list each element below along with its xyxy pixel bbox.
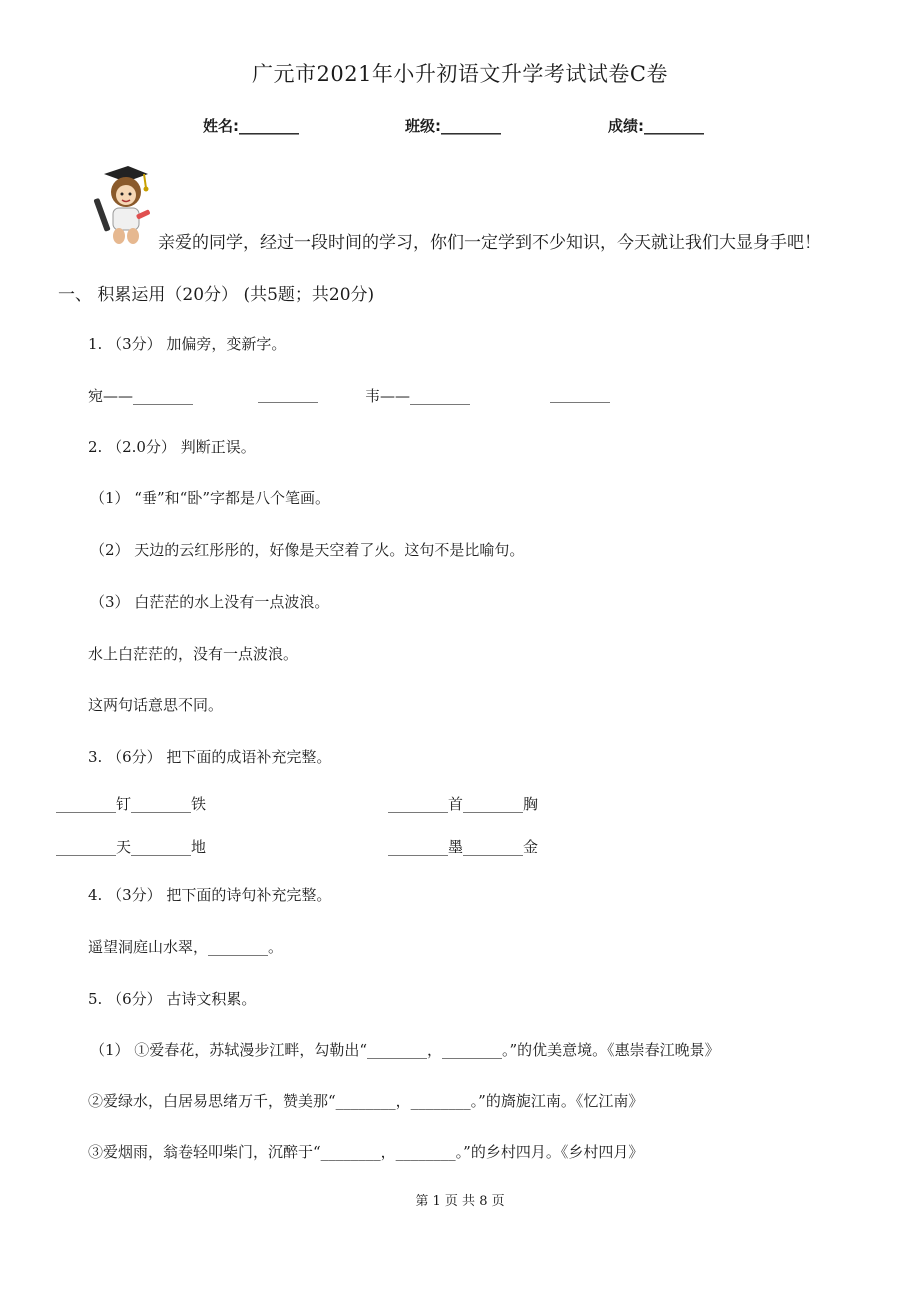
q3-idiom-1: ________钉________铁 (56, 795, 207, 813)
q5-line-3: ③爱烟雨，翁卷轻叩柴门，沉醉于“________，________。”的乡村四月。《乡村四月》 (88, 1143, 644, 1161)
mascot-graduate-image (86, 162, 156, 248)
q1-blank-3: 韦——________ (365, 387, 471, 405)
q2-statement-3b: 水上白茫茫的，没有一点波浪。 (88, 645, 299, 663)
q4-line: 遥望洞庭山水翠，________。 (88, 938, 284, 956)
q3-idiom-2: ________首________胸 (388, 795, 539, 813)
q1-blank-1: 宛——________ (88, 387, 194, 405)
q2-statement-2: （2） 天边的云红彤彤的，好像是天空着了火。这句不是比喻句。 (90, 541, 525, 559)
page-footer: 第 1 页 共 8 页 (415, 1194, 505, 1209)
q3-idiom-3: ________天________地 (56, 838, 207, 856)
q2-statement-3c: 这两句话意思不同。 (88, 696, 224, 714)
q2-statement-1: （1） “垂”和“卧”字都是八个笔画。 (90, 489, 330, 507)
q5-line-2: ②爱绿水，白居易思绪万千，赞美那“________，________。”的旖旎江南。《忆江南》 (88, 1092, 644, 1110)
q1-blank-4: ________ (550, 385, 610, 403)
name-field: 姓名:________ (203, 117, 299, 135)
question-4: 4. （3分） 把下面的诗句补充完整。 (88, 886, 332, 904)
score-field: 成绩:________ (608, 117, 704, 135)
section-1-heading: 一、 积累运用（20分） (共5题；共20分) (58, 285, 375, 305)
question-3: 3. （6分） 把下面的成语补充完整。 (88, 748, 332, 766)
question-2: 2. （2.0分） 判断正误。 (88, 438, 256, 456)
class-field: 班级:________ (405, 117, 501, 135)
greeting-text: 亲爱的同学，经过一段时间的学习，你们一定学到不少知识，今天就让我们大显身手吧！ (158, 233, 821, 253)
page-title: 广元市2021年小升初语文升学考试试卷C卷 (251, 62, 668, 86)
q3-idiom-4: ________墨________金 (388, 838, 539, 856)
q2-statement-3: （3） 白茫茫的水上没有一点波浪。 (90, 593, 330, 611)
question-1: 1. （3分） 加偏旁，变新字。 (88, 335, 287, 353)
question-5: 5. （6分） 古诗文积累。 (88, 990, 257, 1008)
q5-line-1: （1） ①爱春花，苏轼漫步江畔，勾勒出“________，________。”的优美意境。《惠崇春江晚景》 (90, 1041, 720, 1059)
q1-blank-2: ________ (258, 385, 318, 403)
